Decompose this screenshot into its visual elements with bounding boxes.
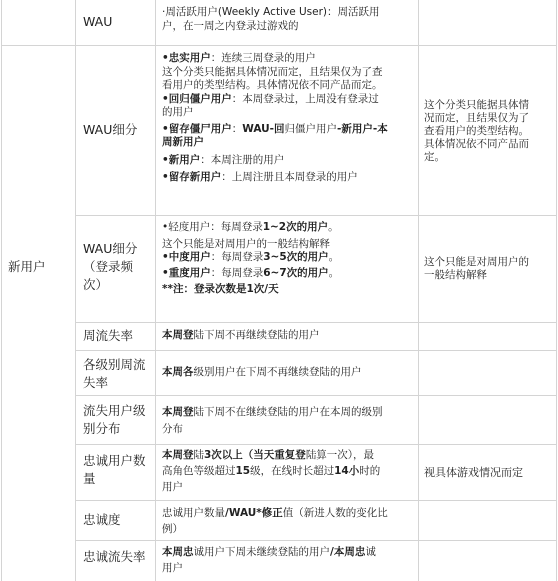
description-line: 的用户 [162,106,194,118]
description-cell [162,329,416,343]
bold-term: •回归僵户用户 [162,92,232,105]
metric-label: 失率 [83,375,109,390]
bold-term: •新用户 [162,153,201,166]
metric-label: 忠诚流失率 [83,549,146,564]
grid-line [75,540,557,541]
description-text: ：本周注册的用户 [200,153,285,166]
description-text: 忠诚用户数量 [162,507,225,519]
bold-term: •留存僵尸用户 [162,122,232,135]
description-text: 归僵户用户 [284,122,338,135]
grid-line [75,500,557,501]
note-line: 这个分类只能据具体情 [424,99,529,111]
bold-term: 本周登 [162,406,194,418]
description-text: •轻度用户：每周登录 [162,221,263,233]
grid-line [75,0,76,581]
note-text: 视具体游戏情况而定 [424,466,523,479]
note-cell [424,99,554,164]
metric-label: （登录频 [83,259,134,274]
bold-term: 周新用户 [162,136,204,148]
description-line: 这个只能是对周用户的一般结构解释 [162,237,330,250]
note-line: 这个只能是对周用户的 [424,256,529,268]
bold-term: •重度用户 [162,266,211,279]
metric-cell [83,356,146,392]
description-line: 看用户的类型结构。具体情况依不同产品而定。 [162,79,383,91]
description-line: 户，在一周之内登录过游戏的 [162,19,299,32]
description-cell [162,505,416,537]
description-line: 例） [162,523,183,535]
bold-term: 本周各 [162,366,194,378]
grid-line [75,322,557,323]
description-line: 这个分类只能据具体情况而定，且结果仅为了查 [162,65,383,78]
metric-label: 各级别周流 [83,357,146,372]
description-text: 高角色等级超过 [162,465,236,477]
metric-cell [83,511,121,528]
metric-cell [83,121,137,138]
description-line: ·周活跃用户(Weekly Active User)：周活跃用 [162,6,380,18]
grid-line [1,0,2,581]
metric-cell [83,240,153,294]
description-line: 用户 [162,481,183,493]
note-line: 查看用户的类型结构。 [424,125,529,137]
grid-line [418,0,419,581]
note-cell [424,256,554,282]
description-text: 。 [328,221,339,233]
metric-label: 忠诚用户数 [83,453,146,468]
description-text: ：连续三周登录的用户 [210,52,316,64]
description-text: 陆算一次），最 [305,449,375,461]
grid-line [75,215,557,216]
description-line: 用户 [162,562,183,574]
bold-term: •留存新用户 [162,171,222,183]
description-text: ：本周登录过，上周没有登录过 [231,92,379,105]
bold-term: **注：登录次数是1次/天 [162,283,279,295]
bold-term: /WAU*修正 [225,507,283,519]
metric-cell [83,13,112,30]
grid-line [556,0,557,581]
description-text: 。 [328,266,340,279]
description-cell [162,6,416,33]
grid-line [75,45,557,46]
metric-label: WAU细分 [83,122,138,137]
description-text: 值（新进人数的变化比 [282,507,388,519]
bold-term: 6~7次的用户 [263,266,329,279]
bold-term: 本周登 [162,329,194,341]
metric-cell [83,327,133,344]
description-text: 级，在线时长超过 [250,465,335,477]
description-cell [162,366,416,380]
description-cell [162,447,416,495]
grid-line [75,444,557,445]
note-line: 具体情况依不同产品而 [424,138,529,150]
bold-term: 14小 [334,465,360,477]
metric-cell [83,452,146,488]
description-text: ：每周登录 [210,251,264,263]
note-cell [424,466,554,479]
metric-label: 流失用户级 [83,403,146,418]
metric-label: WAU [83,14,113,29]
bold-term: 3~5次的用户 [263,251,329,263]
category-cell [8,258,72,275]
description-text: 级别用户在下周不再继续登陆的用户 [193,366,362,378]
bold-term: •中度用户 [162,251,211,263]
bold-term: 1~2次的用户 [262,221,329,233]
note-line: 况而定，且结果仅为了 [424,112,529,124]
metric-label: 别分布 [83,421,121,436]
bold-term: •忠实用户 [162,52,211,64]
metric-label: 周流失率 [83,328,134,343]
bold-term: 本周忠 [162,546,194,558]
note-line: 一般结构解释 [424,269,487,281]
metric-label: 量 [83,471,96,486]
description-text: ： [231,122,243,135]
category-label: 新用户 [8,259,46,274]
description-text: 陆下周不在继续登陆的用户在本周的级别 [193,406,383,418]
bold-term: 15 [235,465,251,477]
description-text: 陆下周不再继续登陆的用户 [193,329,320,341]
metric-label: 忠诚度 [83,512,121,527]
description-cell [162,221,416,297]
bold-term: /本周忠 [330,546,366,558]
metric-cell [83,548,146,565]
metric-cell [83,402,146,438]
metric-label: WAU细分 [83,241,138,256]
bold-term: WAU-回 [242,122,285,135]
description-text: ：上周注册且本周登录的用户 [221,171,358,183]
grid-line [75,350,557,351]
metric-label: 次） [83,277,109,292]
description-line: 分布 [162,423,183,435]
bold-term: 本周登 [162,449,194,461]
description-text: 诚 [365,546,376,558]
description-cell [162,52,416,185]
description-text: 陆 [193,449,204,461]
description-cell [162,404,416,438]
bold-term: 3次以上（当天重复登 [204,449,306,461]
description-text: 诚用户下周未继续登陆的用户 [193,546,330,558]
description-text: 。 [328,251,340,263]
bold-term: -新用户-本 [337,122,388,135]
note-line: 定。 [424,151,445,163]
description-text: ：每周登录 [210,266,264,279]
description-text: 时的 [359,465,381,477]
grid-line [155,0,156,581]
description-cell [162,544,416,576]
grid-line [75,395,557,396]
grid-line [1,45,75,46]
